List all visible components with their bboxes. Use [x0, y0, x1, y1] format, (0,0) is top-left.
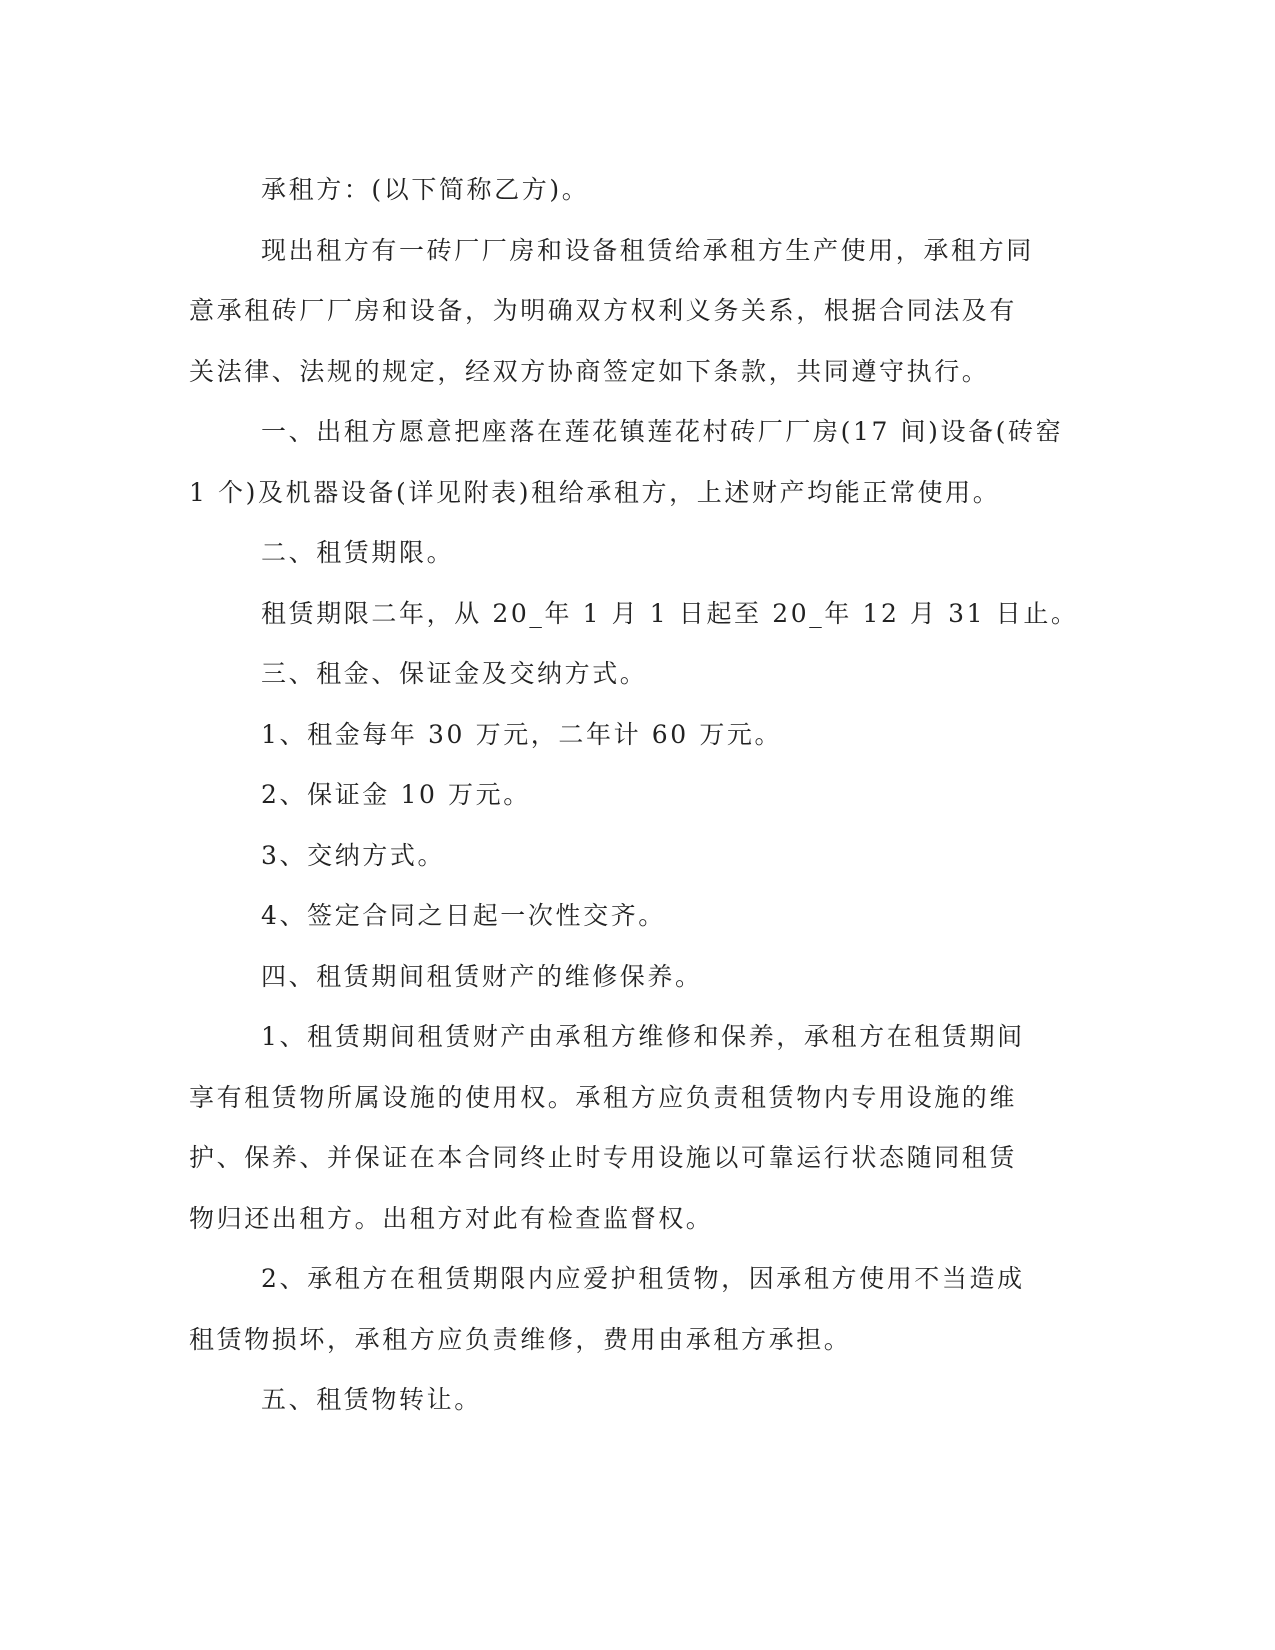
- text-line: 三、租金、保证金及交纳方式。: [261, 659, 648, 688]
- text-line: 关法律、法规的规定，经双方协商签定如下条款，共同遵守执行。: [189, 356, 990, 386]
- contract-body: [189, 160, 1089, 1431]
- text-line: 租赁物损坏，承租方应负责维修，费用由承租方承担。: [189, 1324, 852, 1354]
- heading-clause-4: [189, 947, 1089, 1008]
- text-line: 二、租赁期限。: [261, 538, 455, 567]
- text-line: 护、保养、并保证在本合同终止时专用设施以可靠运行状态随同租赁: [189, 1143, 1018, 1172]
- text-line: 2、承租方在租赁期限内应爱护租赁物，因承租方使用不当造成: [261, 1264, 1025, 1293]
- text-line: 2、保证金 10 万元。: [261, 780, 531, 809]
- text-line: 租赁期限二年，从 20_年 1 月 1 日起至 20_年 12 月 31 日止。: [261, 598, 1079, 628]
- item-payment-method: [189, 826, 1089, 887]
- text-line: 四、租赁期间租赁财产的维修保养。: [261, 961, 703, 991]
- item-payment-timing: [189, 886, 1089, 947]
- text-line: 享有租赁物所属设施的使用权。承租方应负责租赁物内专用设施的维: [189, 1082, 1018, 1112]
- text-line: 五、租赁物转让。: [261, 1385, 482, 1414]
- text-line: 4、签定合同之日起一次性交齐。: [261, 901, 666, 930]
- item-deposit: [189, 765, 1089, 826]
- text-line: 物归还出租方。出租方对此有检查监督权。: [189, 1203, 714, 1233]
- paragraph-clause-1: [189, 402, 1089, 523]
- paragraph-maintenance-1: [189, 1007, 1089, 1249]
- text-line: 1、租金每年 30 万元，二年计 60 万元。: [261, 719, 783, 749]
- heading-clause-5: [189, 1370, 1089, 1431]
- paragraph-preamble: [189, 221, 1089, 403]
- paragraph-lease-term: [189, 584, 1089, 645]
- text-line: 3、交纳方式。: [261, 840, 446, 870]
- text-line: 一、出租方愿意把座落在莲花镇莲花村砖厂厂房(17 间)设备(砖窑: [261, 417, 1064, 446]
- text-line: 1 个)及机器设备(详见附表)租给承租方，上述财产均能正常使用。: [189, 477, 1001, 507]
- item-rent: [189, 705, 1089, 766]
- text-line: 1、租赁期间租赁财产由承租方维修和保养，承租方在租赁期间: [261, 1022, 1025, 1051]
- heading-clause-2: [189, 523, 1089, 584]
- text-line: 意承租砖厂厂房和设备，为明确双方权利义务关系，根据合同法及有: [189, 296, 1018, 325]
- text-line: 承租方：(以下简称乙方)。: [261, 175, 590, 204]
- paragraph-lessee-intro: [189, 160, 1089, 221]
- heading-clause-3: [189, 644, 1089, 705]
- paragraph-maintenance-2: [189, 1249, 1089, 1370]
- text-line: 现出租方有一砖厂厂房和设备租赁给承租方生产使用，承租方同: [261, 235, 1034, 265]
